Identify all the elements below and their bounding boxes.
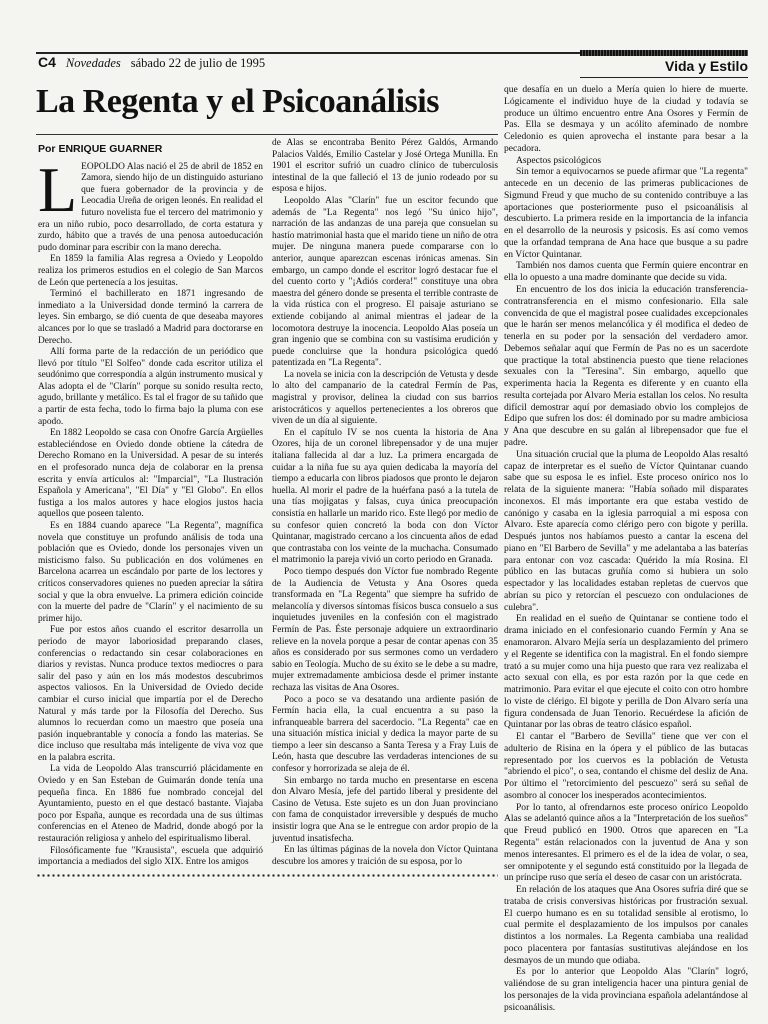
paragraph: Es en 1884 cuando aparece "La Regenta", magnífica novela que constituye un profundo análisis de toda una población que es Oviedo, donde los personajes viven un misticismo falso. Su publicación en dos volúmenes en Barcelona acarrea un escándalo por parte de los lectores y críticos conservadores quienes no pueden apreciar la sátira social y que la obra envuelve. La primera edición coincide con la muerte del padre de "Clarín" y el nacimiento de su primer hijo.: [38, 521, 263, 624]
paragraph: En las últimas páginas de la novela don Víctor Quintana descubre los amores y traición de su esposa, por lo: [272, 845, 498, 867]
paragraph: Allí forma parte de la redacción de un periódico que llevó por título "El Solfeo" donde cada escritor utiliza el seudónimo que correspondía a algún instrumento musical y Alas adopta el de "Clarín" porque su sonido resulta recto, agudo, brillante y metálico. Es tal el fragor de su tañido que a partir de esta fecha, todo lo firma bajo la pluma con ese apodo.: [38, 347, 263, 427]
section-bar: [580, 50, 748, 56]
paragraph: Es por lo anterior que Leopoldo Alas "Clarín" logró, valiéndose de su gran inteligencia hacer una pintura genial de los personajes de la vida provinciana española adelantándose al psicoanálisis.: [504, 966, 748, 1013]
byline-label: Por: [38, 143, 56, 155]
paragraph: El cantar el "Barbero de Sevilla" tiene que ver con el adulterio de Risina en la ópera y el público de las butacas representado por los cuervos es la población de Vetusta "abriendo el pico", o sea, contando el chisme del desliz de Ana. Por último el "retorcimiento del pescuezo" será su señal de asombro al conocer los inesperados acontecimientos.: [504, 731, 748, 801]
paragraph: Fue por estos años cuando el escritor desarrolla un periodo de mayor laboriosidad preparando clases, conferencias o redactando sin cesar colaboraciones en diarios y revistas. Nunca produce textos mediocres o para salir del paso y aún en los más modestos descubrimos aspectos valiosos. En la Universidad de Oviedo decide cambiar el curso inicial que impartía por el de Derecho Natural y más tarde por la Filosofía del Derecho. Sus alumnos lo recuerdan como un maestro que poseía una pasión inquebrantable y conocía a fondo las materias. Se dice incluso que resultaba más inteligente de viva voz que en la palabra escrita.: [38, 625, 263, 763]
article-column-2: [272, 138, 498, 868]
paragraph: En realidad en el sueño de Quintanar se contiene todo el drama iniciado en el confesionario cuando Fermín y Ana se enamoraron. Alvaro Mejía sería un desplazamiento del primero y el Regente se identifica con la magistral. En el fondo siempre trató a su mujer como una hija puesto que rara vez realizaba el acto sexual con ella, es por esta razón por la que cede en matrimonio. Para evitar el que ejecute el coito con otro hombre lo viste de clérigo. El bigote y perilla de Don Alvaro sería una figura condensada de Juan Tenorio. Recuérdese la afición de Quintanar por las obras de teatro clásico español.: [504, 613, 748, 731]
paragraph: La novela se inicia con la descripción de Vetusta y desde lo alto del campanario de la catedral Fermín de Pas, magistral y provisor, delinea la ciudad con sus barrios aristocráticos y aquellos pertenecientes a los obreros que viven de un día al siguiente.: [272, 369, 498, 427]
section-rule: [580, 77, 748, 78]
paragraph: de Alas se encontraba Benito Pérez Galdós, Armando Palacios Valdés, Emilio Castelar y José Ortega Munilla. En 1901 el escritor sufrió un cuadro clínico de tuberculosis intestinal de la que falleció el 13 de junio rodeado por su esposa e hijos.: [272, 138, 498, 195]
paragraph: La vida de Leopoldo Alas transcurrió plácidamente en Oviedo y en San Esteban de Guimarán donde tenía una pequeña finca. En 1886 fue nombrado concejal del Ayuntamiento, puesto en el que destacó bastante. Viajaba poco por España, aunque es recordada una de sus últimas conferencias en el Ateneo de Madrid, donde abogó por la restauración religiosa y anhelo del espiritualismo liberal.: [38, 764, 263, 845]
paragraph: Leopoldo Alas "Clarín" fue un escitor fecundo que además de "La Regenta" nos legó "Su único hijo", narración de las andanzas de una pareja que consuelan su hastío matrimonial hasta que el marido tiene un niño de otra mujer. De ninguna manera puede compararse con lo anterior, aunque aparezcan escenas irónicas amenas. Sin embargo, un campo donde el escritor logró destacar fue el del cuento corto y "¡Adiós cordera!" constituye una obra maestra del género donde se presenta el terrible contraste de la vida rústica con el progreso. El paisaje asturiano se extiende cobijando al animal mientras el jadear de la locomotora destruye la inocencia. Leopoldo Alas poseía un gran ingenio que se combina con su vastísima erudición y puede concluirse que la hondura psicológica quedó patentizada en "La Regenta".: [272, 195, 498, 369]
headline: La Regenta y el Psicoanálisis: [36, 83, 439, 120]
newspaper-page: [36, 46, 748, 1016]
paragraph: Zamora, siendo hijo de un distinguido asturiano que fuera gobernador de la provincia y de Leocadia Ureña de origen leonés. En realidad el futuro novelista fue el tercero del matrimonio y era un niño rubio, poco desarrollado, de corta estatura y zurdo, hábito que a través de una penosa autoeducación pudo dominar para escribir con la mano derecha.: [38, 173, 263, 253]
paragraph: Sin temor a equivocarnos se puede afirmar que "La regenta" antecede en un decenio de las primeras publicaciones de Sigmund Freud y que mucho de su contenido contribuye a las aportaciones que posteriormente puso el psicoanálisis al descubierto. La primera reside en la importancia de la infancia en el desarrollo de la neurosis y psicosis. Es así como vemos que la orfandad temprana de Ana hace que busque a su padre en Víctor Quintanar.: [504, 166, 748, 260]
paragraph: Filosóficamente fue "Krausista", escuela que adquirió importancia a mediados del siglo XIX. Entre los amigos: [38, 845, 263, 868]
paragraph: En relación de los ataques que Ana Osores sufría diré que se trataba de crisis conversivas históricas por frustración sexual. El cuerpo humano es en su totalidad sensible al erotismo, lo cual permite el desplazamiento de los impulsos por canales distintos a los normales. La Regenta cambiaba una realidad poco placentera por fantasías sustitutivas alejándose en los desmayos de un mundo que odiaba.: [504, 884, 748, 966]
lead-text: EOPOLDO Alas nació el 25 de abril de 1852 en: [81, 161, 263, 172]
section-name: Novedades: [65, 56, 121, 70]
paragraph: En 1882 Leopoldo se casa con Onofre García Argüelles estableciéndose en Oviedo donde obtiene la cátedra de Derecho Romano en la Universidad. A pesar de su interés en el profesorado nunca deja de colaborar en la prensa escrita y envía artículos al: "Imparcial", "La Ilustración Española y Americana", "El Día" y "El Globo". En ellos fustiga a los malos autores y hace elogios justos hacia aquellos que poseen talento.: [38, 428, 263, 520]
paragraph: Sin embargo no tarda mucho en presentarse en escena don Alvaro Mesía, jefe del partido liberal y presidente del Casino de Vetusa. Este sujeto es un don Juan provinciano con fama de conquistador irreversible y después de mucho insistir logra que Ana se le entregue con ardor propio de la juventud insatisfecha.: [272, 775, 498, 844]
headline-rule: [36, 134, 498, 135]
drop-cap: L: [38, 153, 78, 225]
issue-date: sábado 22 de julio de 1995: [130, 56, 266, 70]
paragraph: En 1859 la familia Alas regresa a Oviedo y Leopoldo realiza los primeros estudios en el colegio de San Marcos de León que pertenecía a los jesuitas.: [38, 254, 263, 288]
section-title: Vida y Estilo: [665, 58, 748, 74]
paragraph: que desafía en un duelo a Mería quien lo hiere de muerte. Lógicamente el individuo huye de la ciudad y todavía se produce un último encuentro entre Ana Osores y Fermín de Pas. Ella se desmaya y un acólito afeminado de nombre Celedonio es quien aprovecha el instante para besar a la pecadora.: [504, 84, 748, 154]
byline-author: ENRIQUE GUARNER: [58, 143, 163, 155]
dotted-rule: [36, 874, 498, 877]
paragraph: Por lo tanto, al ofrendarnos este proceso onírico Leopoldo Alas se adelantó quince años a la "Interpretación de los sueños" que Freud publicó en 1900. Otros que aparecen en "La Regenta" están relacionados con la juventud de Ana y son menos interesantes. El primero es el de la idea de volar, o sea, ser omnipotente y el segundo está constituido por la llegada de un príncipe ruso que sería el deseo de casar con un aristócrata.: [504, 801, 748, 884]
lead-paragraph: [38, 153, 263, 255]
paragraph: Poco tiempo después don Víctor fue nombrado Regente de la Audiencia de Vetusta y Ana Osores queda transformada en "La Regenta" que siempre ha sufrido de melancolía y diversos síntomas físicos busca consuelo a sus inquietudes juveniles en la confesión con el magistrado Fermín de Pas. Éste personaje adquiere un extraordinario relieve en la novela porque a pesar de contar apenas con 35 años es considerado por sus sermones como un verdadero sabio en Teología. Mucho de su éxito se le debe a su madre, mujer extremadamente ambiciosa desde el primer instante rechaza las visitas de Ana Osores.: [272, 566, 498, 693]
page-header: [38, 54, 265, 71]
subheading: Aspectos psicológicos: [516, 154, 602, 166]
paragraph: Terminó el bachillerato en 1871 ingresando de inmediato a la Universidad donde terminó la carrera de leyes. Sin embargo, se dió cuenta de que deseaba mayores alcances por lo que se trasladó a Madrid para doctorarse en Derecho.: [38, 289, 263, 346]
paragraph: En el capítulo IV se nos cuenta la historia de Ana Ozores, hija de un coronel librepensador y de una mujer italiana fallecida al dar a luz. La primera encargada de cuidar a la niña fue su aya quien dedicaba la mayoría del tiempo a educarla con libros piadosos que pronto le dejaron huella. Al morir el padre de la huérfana pasó a la tutela de una tías mojigatas y falsas, cuya única preocupación consistía en hallarle un marido rico. Este llegó por medio de su confesor quien concretó la boda con don Víctor Quintanar, magistrado cercano a los cincuenta años de edad que contrastaba con los veinte de la muchacha. Consumado el matrimonio la pareja vivió un corto periodo en Granada.: [272, 427, 498, 566]
paragraph: Una situación crucial que la pluma de Leopoldo Alas resaltó capaz de interpretar es el sueño de Víctor Quintanar cuando sabe que su esposa le es infiel. Este proceso onírico nos lo relata de la siguiente manera: "Había soñado mil disparates inconexos. El más importante era que estaba vestido de canónigo y casaba en la iglesia parroquial a mi esposa con Alvaro. Este aparecía como clérigo pero con bigote y perilla. Después juntos nos habíamos puesto a cantar la escena del piano en "El Barbero de Sevilla" y me adelantaba a las baterías para entonar con voz cascada: Quérido la mía Rosina. El público en las butacas gruñía como si hubiera un solo espectador y las localidades estaban repletas de cuervos que abrían su pico y retorcían el pescuezo con ondulaciones de culebra".: [504, 448, 748, 613]
article-column-3: [504, 84, 748, 1013]
byline: [38, 144, 263, 156]
article-column-1: [38, 144, 263, 869]
paragraph: Poco a poco se va desatando una ardiente pasión de Fermín hacia ella, la cual encuentra a su paso la infranqueable barrera del sacerdocio. "La Regenta" cae en una situación mística inicial y dedica la mayor parte de su tiempo a leer sin descanso a Santa Teresa y a Fray Luis de León, hasta que descubre las verdaderas intenciones de su confesor y horrorizada se aleja de él.: [272, 694, 498, 775]
paragraph: También nos damos cuenta que Fermín quiere encontrar en ella lo opuesto a una madre dominante que decide su vida.: [504, 260, 748, 284]
paragraph: En encuentro de los dos inicia la educación transferencia-contratransferencia en el mismo confesionario. Ella sale convencida de que el magistral posee cualidades excepcionales que le harán ser menos melancólica y él modifica el dedeo de tenerla en su poder por la sensación del verdadero amor. Debemos señalar aquí que Fermín de Pas no es un sacerdote que practique la total abstinencia puesto que tiene relaciones sexuales con la "Teresina". Sin embargo, aquello que experimenta hacia la Regenta es diferente y en cuanto ella resulta cortejada por Alvaro Meria estallan los celos. No resulta difícil demostrar aquí por demasiado obvio los complejos de Edipo que sufren los dos: él dominado por su madre ambiciosa y Ana que descubre en su galán al librepensador que fue el padre.: [504, 284, 748, 448]
page-number: C4: [38, 54, 56, 70]
